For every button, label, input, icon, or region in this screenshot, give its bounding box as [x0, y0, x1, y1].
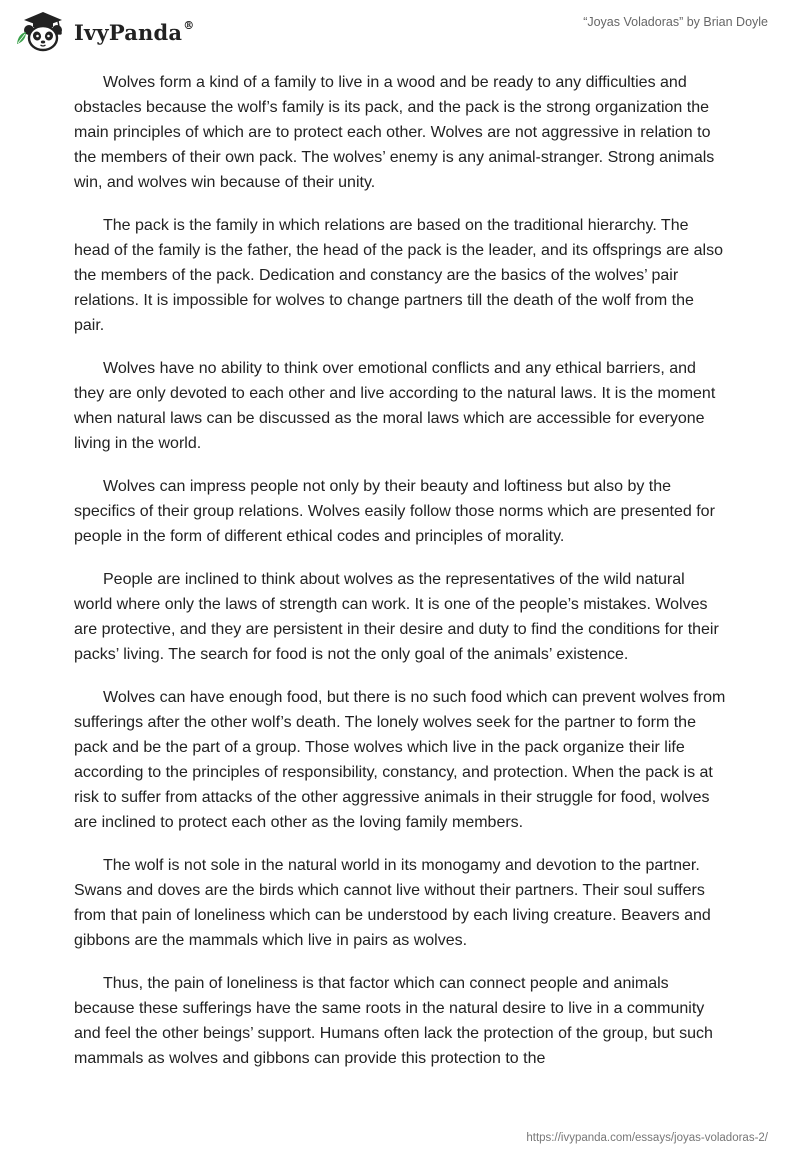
registered-mark: ®	[183, 18, 195, 32]
essay-body	[74, 70, 726, 1089]
paragraph: People are inclined to think about wolves as the representatives of the wild natural world where only the laws of strength can work. It is one of the people’s mistakes. Wolves are protective, and they are persistent in their desire and duty to find the conditions for their packs’ living. The search for food is not the only goal of the animals’ existence.	[74, 571, 719, 663]
logo-wordmark	[74, 20, 194, 45]
paragraph: Wolves form a kind of a family to live in a wood and be ready to any difficulties and obstacles because the wolf’s family is its pack, and the pack is the strong organization the main principles of which are to protect each other. Wolves are not aggressive in relation to the members of their own pack. The wolves’ enemy is any animal-stranger. Strong animals win, and wolves win because of their unity.	[74, 74, 715, 191]
logo-text: IvyPanda	[74, 19, 183, 45]
paragraph: Wolves have no ability to think over emotional conflicts and any ethical barriers, and they are only devoted to each other and live according to the natural laws. It is the moment when natural laws can be discussed as the moral laws which are accessible for everyone living in the world.	[74, 360, 716, 452]
footer-url-link[interactable]: https://ivypanda.com/essays/joyas-voladoras-2/	[526, 1132, 768, 1144]
paragraph: Wolves can have enough food, but there is no such food which can prevent wolves from sufferings after the other wolf’s death. The lonely wolves seek for the partner to form the pack and be the part of a group. Those wolves which live in the pack organize their life according to the principles of responsibility, constancy, and protection. When the pack is at risk to suffer from attacks of the other aggressive animals in their struggle for food, wolves are inclined to protect each other as the loving family members.	[74, 689, 726, 831]
panda-graduate-icon	[14, 10, 68, 52]
paragraph: Wolves can impress people not only by their beauty and loftiness but also by the specifics of their group relations. Wolves easily follow those norms which are presented for people in the form of different ethical codes and principles of morality.	[74, 478, 715, 545]
page-header	[0, 0, 800, 70]
running-title: “Joyas Voladoras” by Brian Doyle	[583, 15, 768, 29]
paragraph: Thus, the pain of loneliness is that factor which can connect people and animals because these sufferings have the same roots in the natural desire to live in a community and feel the other beings’ support. Humans often lack the protection of the group, but such mammals as wolves and gibbons can provide this protection to the	[74, 975, 713, 1067]
paragraph: The wolf is not sole in the natural world in its monogamy and devotion to the partner. Swans and doves are the birds which cannot live without their partners. Their soul suffers from that pain of loneliness which can be understood by each living creature. Beavers and gibbons are the mammals which live in pairs as wolves.	[74, 857, 711, 949]
ivypanda-logo[interactable]	[14, 10, 194, 52]
paragraph: The pack is the family in which relations are based on the traditional hierarchy. The head of the family is the father, the head of the pack is the leader, and its offsprings are also the members of the pack. Dedication and constancy are the basics of the wolves’ pair relations. It is impossible for wolves to change partners till the death of the wolf from the pair.	[74, 217, 723, 334]
